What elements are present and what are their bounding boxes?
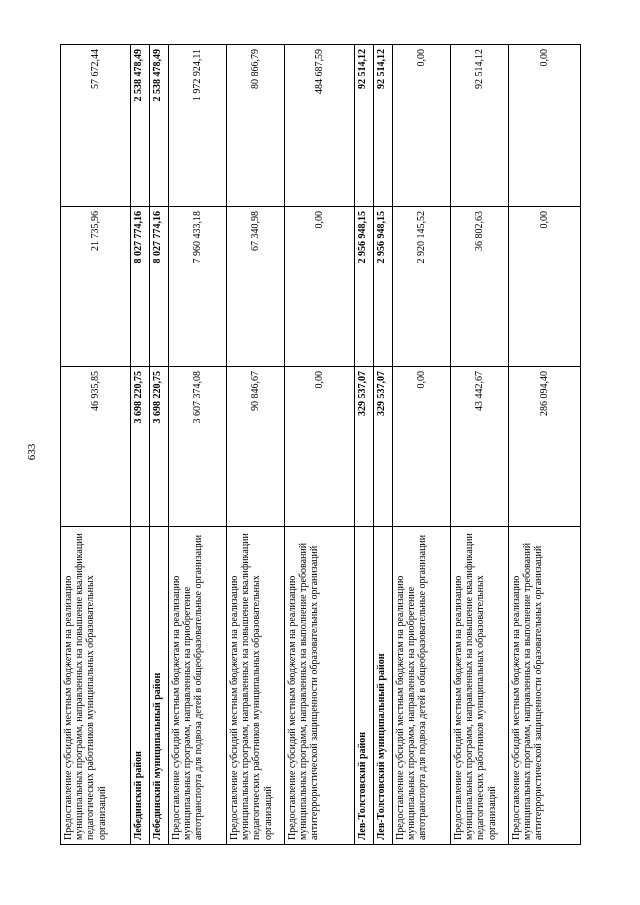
- row-name-cell: Лебединский район: [131, 527, 150, 845]
- value-cell-year2: 36 802,63: [451, 207, 509, 367]
- value-cell-year1: 3 698 220,75: [131, 367, 150, 527]
- row-name-cell: Предоставление субсидий местным бюджетам на реализацию муниципальных программ, направленных на приобретение автотранспорта для подвоза детей в общеобразовательные организации: [393, 527, 451, 845]
- value-cell-year2: 7 960 433,18: [169, 207, 227, 367]
- value-cell-year3: 484 687,59: [285, 45, 355, 207]
- value-cell-year2: 0,00: [509, 207, 581, 367]
- row-name-cell: Лев-Толстовский муниципальный район: [374, 527, 393, 845]
- value-cell-year3: 0,00: [393, 45, 451, 207]
- value-cell-year2: 67 340,98: [227, 207, 285, 367]
- value-cell-year1: 3 698 220,75: [150, 367, 169, 527]
- table-row: [169, 45, 227, 845]
- row-name-cell: Предоставление субсидий местным бюджетам на реализацию муниципальных программ, направленных на выполнение требований антитеррористической защищенности образовательных организаций: [509, 527, 581, 845]
- value-cell-year3: 92 514,12: [451, 45, 509, 207]
- value-cell-year2: 0,00: [285, 207, 355, 367]
- row-name-cell: Предоставление субсидий местным бюджетам на реализацию муниципальных программ, направленных на повышение квалификации педагогических работников муниципальных образовательных организаций: [61, 527, 131, 845]
- value-cell-year3: 2 538 478,49: [150, 45, 169, 207]
- value-cell-year3: 0,00: [509, 45, 581, 207]
- page-number: 633: [26, 443, 38, 461]
- value-cell-year3: 92 514,12: [374, 45, 393, 207]
- row-name-cell: Предоставление субсидий местным бюджетам на реализацию муниципальных программ, направленных на повышение квалификации педагогических работников муниципальных образовательных организаций: [227, 527, 285, 845]
- table-row: [355, 45, 374, 845]
- table-row: [285, 45, 355, 845]
- row-name-cell: Предоставление субсидий местным бюджетам на реализацию муниципальных программ, направленных на выполнение требований антитеррористической защищенности образовательных организаций: [285, 527, 355, 845]
- value-cell-year1: 286 094,40: [509, 367, 581, 527]
- value-cell-year1: 3 607 374,08: [169, 367, 227, 527]
- table-row: [227, 45, 285, 845]
- value-cell-year2: 21 735,96: [61, 207, 131, 367]
- value-cell-year1: 0,00: [285, 367, 355, 527]
- table-row: [393, 45, 451, 845]
- value-cell-year2: 8 027 774,16: [150, 207, 169, 367]
- row-name-cell: Предоставление субсидий местным бюджетам на реализацию муниципальных программ, направленных на приобретение автотранспорта для подвоза детей в общеобразовательные организации: [169, 527, 227, 845]
- value-cell-year2: 2 956 948,15: [355, 207, 374, 367]
- table-row: [150, 45, 169, 845]
- value-cell-year2: 2 920 145,52: [393, 207, 451, 367]
- value-cell-year2: 2 956 948,15: [374, 207, 393, 367]
- table-row: [61, 45, 131, 845]
- value-cell-year1: 329 537,07: [355, 367, 374, 527]
- value-cell-year3: 2 538 478,49: [131, 45, 150, 207]
- table-row: [131, 45, 150, 845]
- value-cell-year1: 90 846,67: [227, 367, 285, 527]
- value-cell-year1: 329 537,07: [374, 367, 393, 527]
- value-cell-year1: 43 442,67: [451, 367, 509, 527]
- value-cell-year2: 8 027 774,16: [131, 207, 150, 367]
- rotated-page-content: [60, 45, 580, 845]
- value-cell-year3: 57 672,44: [61, 45, 131, 207]
- budget-table: [60, 44, 581, 845]
- value-cell-year3: 80 866,79: [227, 45, 285, 207]
- value-cell-year1: 46 935,85: [61, 367, 131, 527]
- table-row: [509, 45, 581, 845]
- row-name-cell: Лебединский муниципальный район: [150, 527, 169, 845]
- value-cell-year1: 0,00: [393, 367, 451, 527]
- table-row: [374, 45, 393, 845]
- row-name-cell: Лев-Толстовский район: [355, 527, 374, 845]
- value-cell-year3: 1 972 924,11: [169, 45, 227, 207]
- table-row: [451, 45, 509, 845]
- row-name-cell: Предоставление субсидий местным бюджетам на реализацию муниципальных программ, направленных на повышение квалификации педагогических работников муниципальных образовательных организаций: [451, 527, 509, 845]
- value-cell-year3: 92 514,12: [355, 45, 374, 207]
